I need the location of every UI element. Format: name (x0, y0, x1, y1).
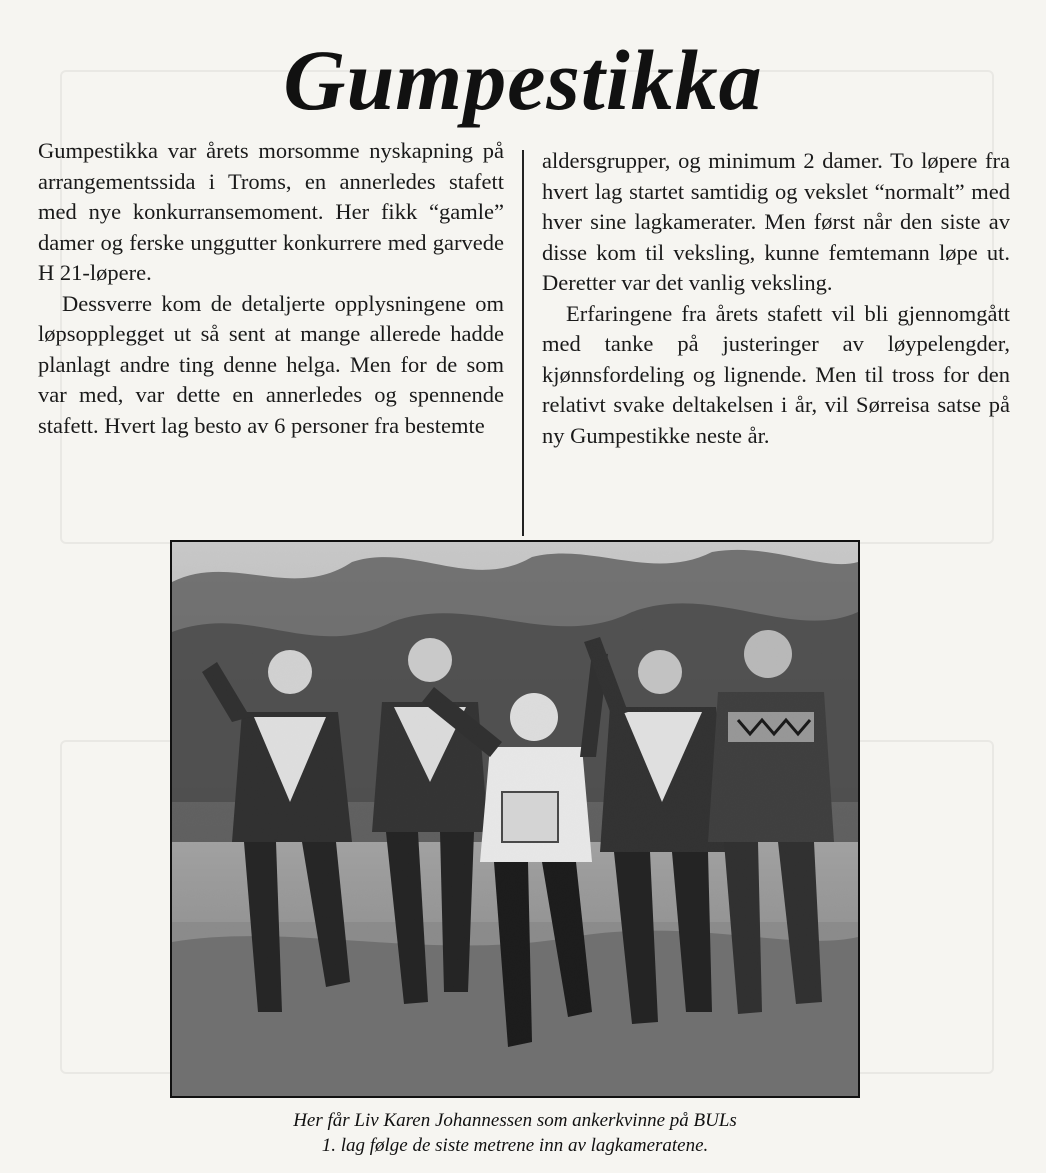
left-paragraph-1: Gumpestikka var årets morsomme nyskapning på arrangementssida i Troms, en annerledes stafett med nye konkurransemoment. Her fikk “gamle” damer og ferske unggutter konkurrere med garvede H 21-løpere. (38, 138, 504, 285)
team-photo (170, 540, 860, 1098)
right-paragraph-2: Erfaringene fra årets stafett vil bli gjennomgått med tanke på justeringer av løypelengder, kjønnsfordeling og lignende. Men til tross for den relativt svake deltakelsen i år, vil Sørreisa satse på ny Gumpestikke neste år. (542, 300, 1010, 448)
photo-caption (170, 1108, 860, 1158)
column-divider (522, 150, 524, 536)
caption-line-1: Her får Liv Karen Johannessen som ankerkvinne på BULs (293, 1110, 737, 1131)
caption-line-2: 1. lag følge de siste metrene inn av lagkameratene. (321, 1135, 709, 1156)
headline: Gumpestikka (283, 32, 763, 128)
right-paragraph-1: aldersgrupper, og minimum 2 damer. To løpere fra hvert lag startet samtidig og vekslet “normalt” med hver sine lagkamerater. Men først når den siste av disse kom til veksling, kunne femtemann løpe ut. Deretter var det vanlig veksling. (542, 148, 1010, 295)
left-paragraph-2: Dessverre kom de detaljerte opplysningene om løpsopplegget ut så sent at mange allerede hadde planlagt andre ting denne helga. Men for de som var med, var dette en annerledes og spennende stafett. Hvert lag besto av 6 personer fra bestemte (38, 290, 504, 438)
left-column (38, 136, 504, 441)
right-column (542, 146, 1010, 451)
